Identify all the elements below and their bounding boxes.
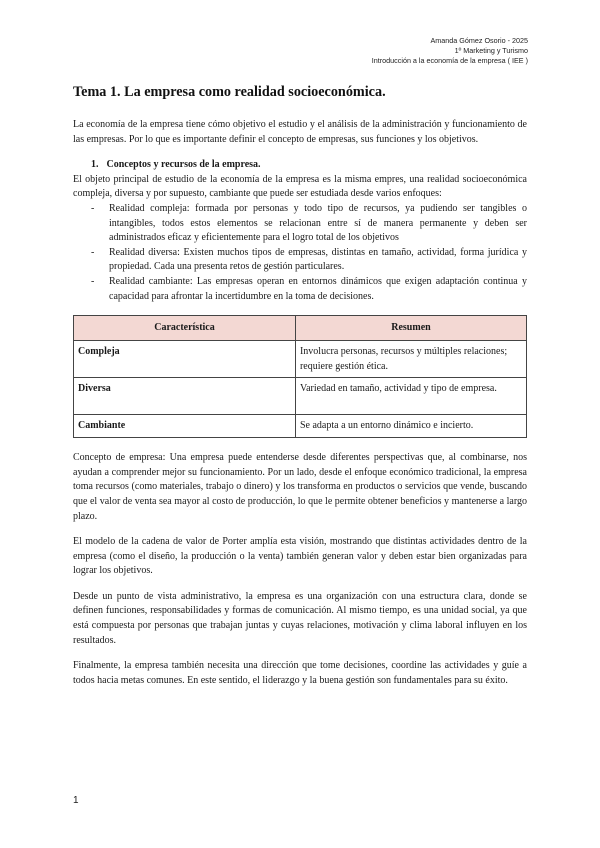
section-heading-text: Conceptos y recursos de la empresa. — [106, 159, 261, 171]
section-lead-paragraph: El objeto principal de estudio de la economía de la empresa es la misma empres, una realidad socioeconómica compleja, diversa y por supuesto, cambiante que puede ser estudiada desde varios enfoques: — [73, 173, 527, 200]
table-cell-characteristic: Cambiante — [74, 415, 296, 438]
document-body — [73, 118, 527, 699]
column-header-characteristic: Característica — [74, 316, 296, 341]
paragraph-concept: Concepto de empresa: Una empresa puede entenderse desde diferentes perspectivas que, al combinarse, nos ayudan a comprender mejor su funcionamiento. Por un lado, desde el enfoque económico tradicional, la empresa toma recursos (como materiales, trabajo o dinero) y los transforma en productos o servicios que vende, buscando que el valor de venta sea mayor al costo de producción, lo que le permite obtener beneficios y mantenerse a largo plazo. — [73, 452, 527, 522]
table-row — [74, 378, 527, 415]
table-cell-summary: Se adapta a un entorno dinámico e incierto. — [295, 415, 526, 438]
course-line: 1º Marketing y Turismo — [454, 46, 528, 55]
page-number: 1 — [73, 795, 79, 806]
list-item: - Realidad cambiante: Las empresas operan en entornos dinámicos que exigen adaptación continua y capacidad para afrontar la incertidumbre en la toma de decisiones. — [73, 275, 527, 304]
subject-line: Introducción a la economía de la empresa ( IEE ) — [371, 56, 528, 65]
characteristics-table — [73, 315, 527, 438]
paragraph-administrative: Desde un punto de vista administrativo, la empresa es una organización con una estructura clara, donde se definen funciones, responsabilidades y formas de comunicación. Al mismo tiempo, es una unidad social, ya que está compuesta por personas que trabajan juntas y cuyas relaciones, motivación y clima laboral influyen en los resultados. — [73, 590, 527, 646]
page-title: Tema 1. La empresa como realidad socioeconómica. — [73, 84, 386, 100]
table-cell-characteristic: Compleja — [74, 341, 296, 378]
list-item: - Realidad diversa: Existen muchos tipos de empresas, distintas en tamaño, actividad, forma jurídica y propiedad. Cada una presenta retos de gestión particulares. — [73, 246, 527, 275]
approaches-list — [73, 202, 527, 304]
table-row — [74, 341, 527, 378]
paragraph-porter: El modelo de la cadena de valor de Porter amplía esta visión, mostrando que distintas actividades dentro de la empresa (como el diseño, la producción o la venta) también generan valor y deben estar bien organizadas para lograr los objetivos. — [73, 536, 527, 577]
table-cell-characteristic: Diversa — [74, 378, 296, 415]
paragraph-leadership: Finalmente, la empresa también necesita una dirección que tome decisiones, coordine las actividades y guíe a todos hacia metas comunes. En este sentido, el liderazgo y la buena gestión son fundamentales para su éxito. — [73, 660, 527, 686]
table-cell-summary: Variedad en tamaño, actividad y tipo de empresa. — [295, 378, 526, 415]
table-cell-summary: Involucra personas, recursos y múltiples relaciones; requiere gestión ética. — [295, 341, 526, 378]
column-header-summary: Resumen — [295, 316, 526, 341]
section-number: 1. — [91, 159, 99, 171]
table-header-row — [74, 316, 527, 341]
list-item: - Realidad compleja: formada por personas y todo tipo de recursos, ya pudiendo ser tangibles o intangibles, todos estos elementos se relacionan entre sí de manera permanente y deben ser administrados eficaz y eficientemente para el logro total de los objetivos — [73, 202, 527, 246]
author-line: Amanda Gómez Osorio - 2025 — [430, 36, 528, 45]
section-heading — [73, 158, 527, 173]
table-row — [74, 415, 527, 438]
document-header — [372, 36, 528, 66]
intro-paragraph: La economía de la empresa tiene cómo objetivo el estudio y el análisis de la administración y funcionamiento de las empresas. Por lo que es importante definir el concepto de empresas, sus funciones y los objetivos. — [73, 119, 527, 145]
